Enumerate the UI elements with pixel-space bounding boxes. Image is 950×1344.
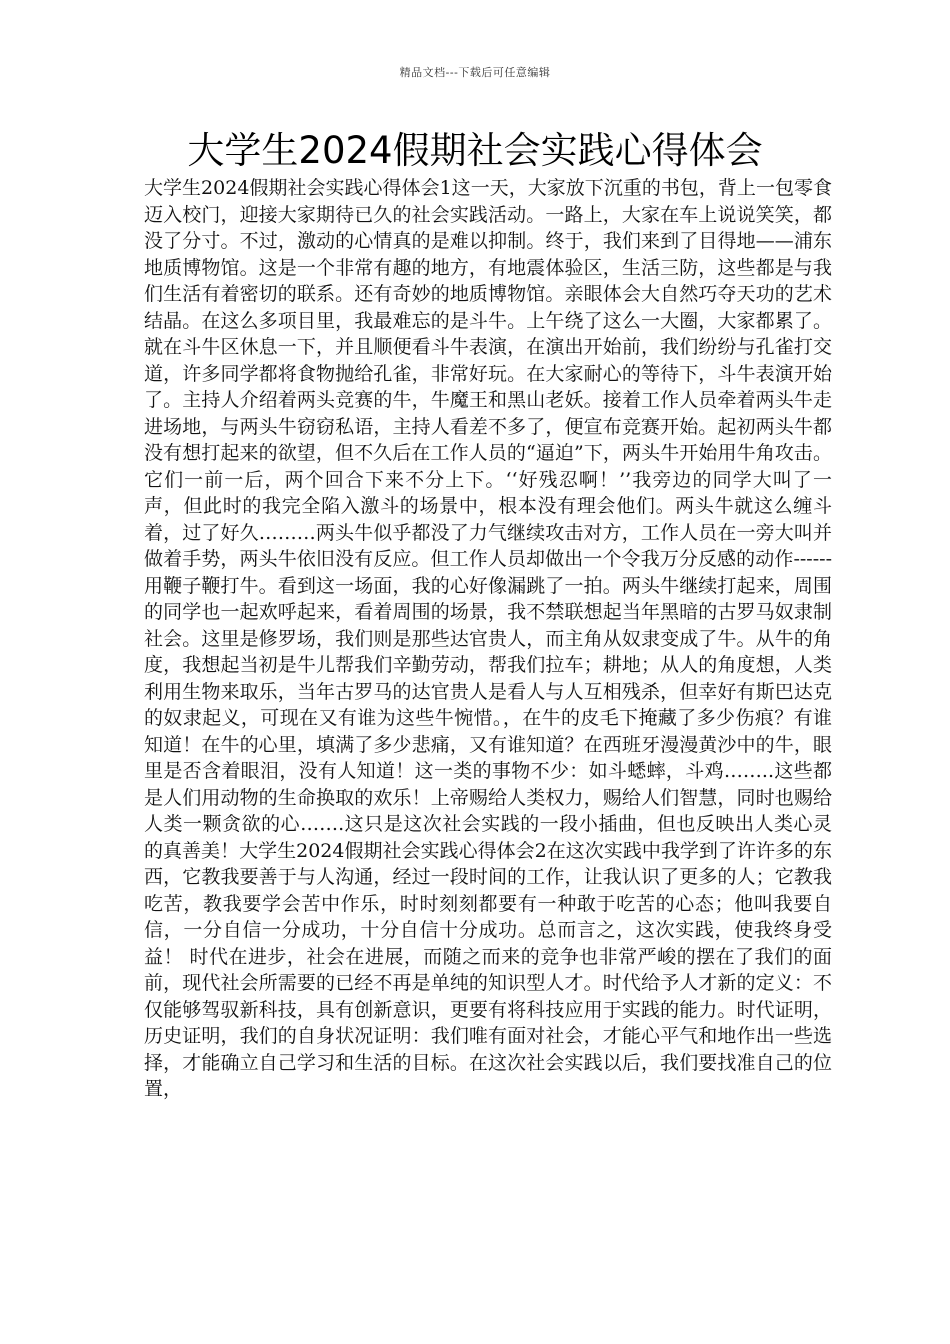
body-paragraph: 大学生2024假期社会实践心得体会1这一天，大家放下沉重的书包，背上一包零食迈入校门，迎接大家期待已久的社会实践活动。一路上，大家在车上说说笑笑，都没了分寸。不过，激动的心情真的是难以抑制。终于，我们来到了目得地——浦东地质博物馆。这是一个非常有趣的地方，有地震体验区，生活三防，这些都是与我们生活有着密切的联系。还有奇妙的地质博物馆。亲眼体会大自然巧夺天功的艺术结晶。在这么多项目里，我最难忘的是斗牛。上午绕了这么一大圈，大家都累了。就在斗牛区休息一下，并且顺便看斗牛表演，在演出开始前，我们纷纷与孔雀打交道，许多同学都将食物抛给孔雀，非常好玩。在大家耐心的等待下，斗牛表演开始了。主持人介绍着两头竞赛的牛，牛魔王和黑山老妖。接着工作人员牵着两头牛走进场地，与两头牛窃窃私语，主持人看差不多了，便宣布竞赛开始。起初两头牛都没有想打起来的欲望，但不久后在工作人员的“逼迫”下，两头牛开始用牛角攻击。它们一前一后，两个回合下来不分上下。‘‘好残忍啊！’’我旁边的同学大叫了一声，但此时的我完全陷入激斗的场景中，根本没有理会他们。两头牛就这么缠斗着，过了好久………两头牛似乎都没了力气继续攻击对方，工作人员在一旁大叫并做着手势，两头牛依旧没有反应。但工作人员却做出一个令我万分反感的动作------用鞭子鞭打牛。看到这一场面，我的心好像漏跳了一拍。两头牛继续打起来，周围的同学也一起欢呼起来，看着周围的场景，我不禁联想起当年黑暗的古罗马奴隶制社会。这里是修罗场，我们则是那些达官贵人，而主角从奴隶变成了牛。从牛的角度，我想起当初是牛儿帮我们辛勤劳动，帮我们拉车；耕地；从人的角度想，人类利用生物来取乐，当年古罗马的达官贵人是看人与人互相残杀，但幸好有斯巴达克的奴隶起义，可现在又有谁为这些牛惋惜。，在牛的皮毛下掩藏了多少伤痕？有谁知道！在牛的心里，填满了多少悲痛，又有谁知道？在西班牙漫漫黄沙中的牛，眼里是否含着眼泪，没有人知道！这一类的事物不少：如斗蟋蟀，斗鸡……..这些都是人们用动物的生命换取的欢乐！上帝赐给人类权力，赐给人们智慧，同时也赐给人类一颗贪欲的心…….这只是这次社会实践的一段小插曲，但也反映出人类心灵的真善美！大学生2024假期社会实践心得体会2在这次实践中我学到了许许多的东西，它教我要善于与人沟通，经过一段时间的工作，让我认识了更多的人；它教我吃苦，教我要学会苦中作乐，时时刻刻都要有一种敢于吃苦的心态；他叫我要自信，一分自信一分成功，十分自信十分成功。总而言之，这次实践，使我终身受益！ 时代在进步，社会在进展，而随之而来的竞争也非常严峻的摆在了我们的面前，现代社会所需要的已经不再是单纯的知识型人才。时代给予人才新的定义：不仅能够驾驭新科技，具有创新意识，更要有将科技应用于实践的能力。时代证明，历史证明，我们的自身状况证明：我们唯有面对社会，才能心平气和地作出一些选择，才能确立自己学习和生活的目标。在这次社会实践以后，我们要找准自己的位置， — [144, 177, 832, 1100]
document-title: 大学生2024假期社会实践心得体会 — [187, 129, 763, 172]
header-note: 精品文档---下载后可任意编辑 — [399, 66, 551, 79]
